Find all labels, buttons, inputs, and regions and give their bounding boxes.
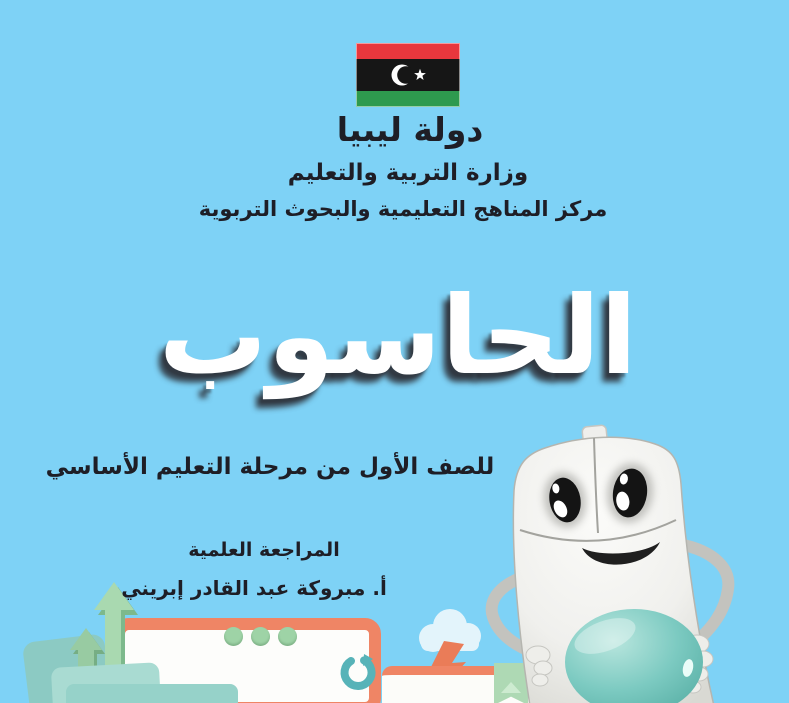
window-dot-icon <box>278 627 297 646</box>
refresh-icon <box>339 654 377 692</box>
computer-mouse-mascot <box>483 416 773 703</box>
window-dot-icon <box>251 627 270 646</box>
curriculum-center-name: مركز المناهج التعليمية والبحوث التربوية <box>198 197 608 221</box>
review-heading: المراجعة العلمية <box>188 539 340 561</box>
reviewer-name: أ. مبروكة عبد القادر إبريني <box>121 576 387 600</box>
folder-stack-icon <box>66 684 238 703</box>
libya-flag-icon <box>356 43 460 107</box>
state-name: دولة ليبيا <box>336 110 484 149</box>
ministry-name: وزارة التربية والتعليم <box>287 160 529 186</box>
book-title: الحاسوب <box>158 274 638 399</box>
grade-subtitle: للصف الأول من مرحلة التعليم الأساسي <box>45 454 495 480</box>
window-dot-icon <box>224 627 243 646</box>
